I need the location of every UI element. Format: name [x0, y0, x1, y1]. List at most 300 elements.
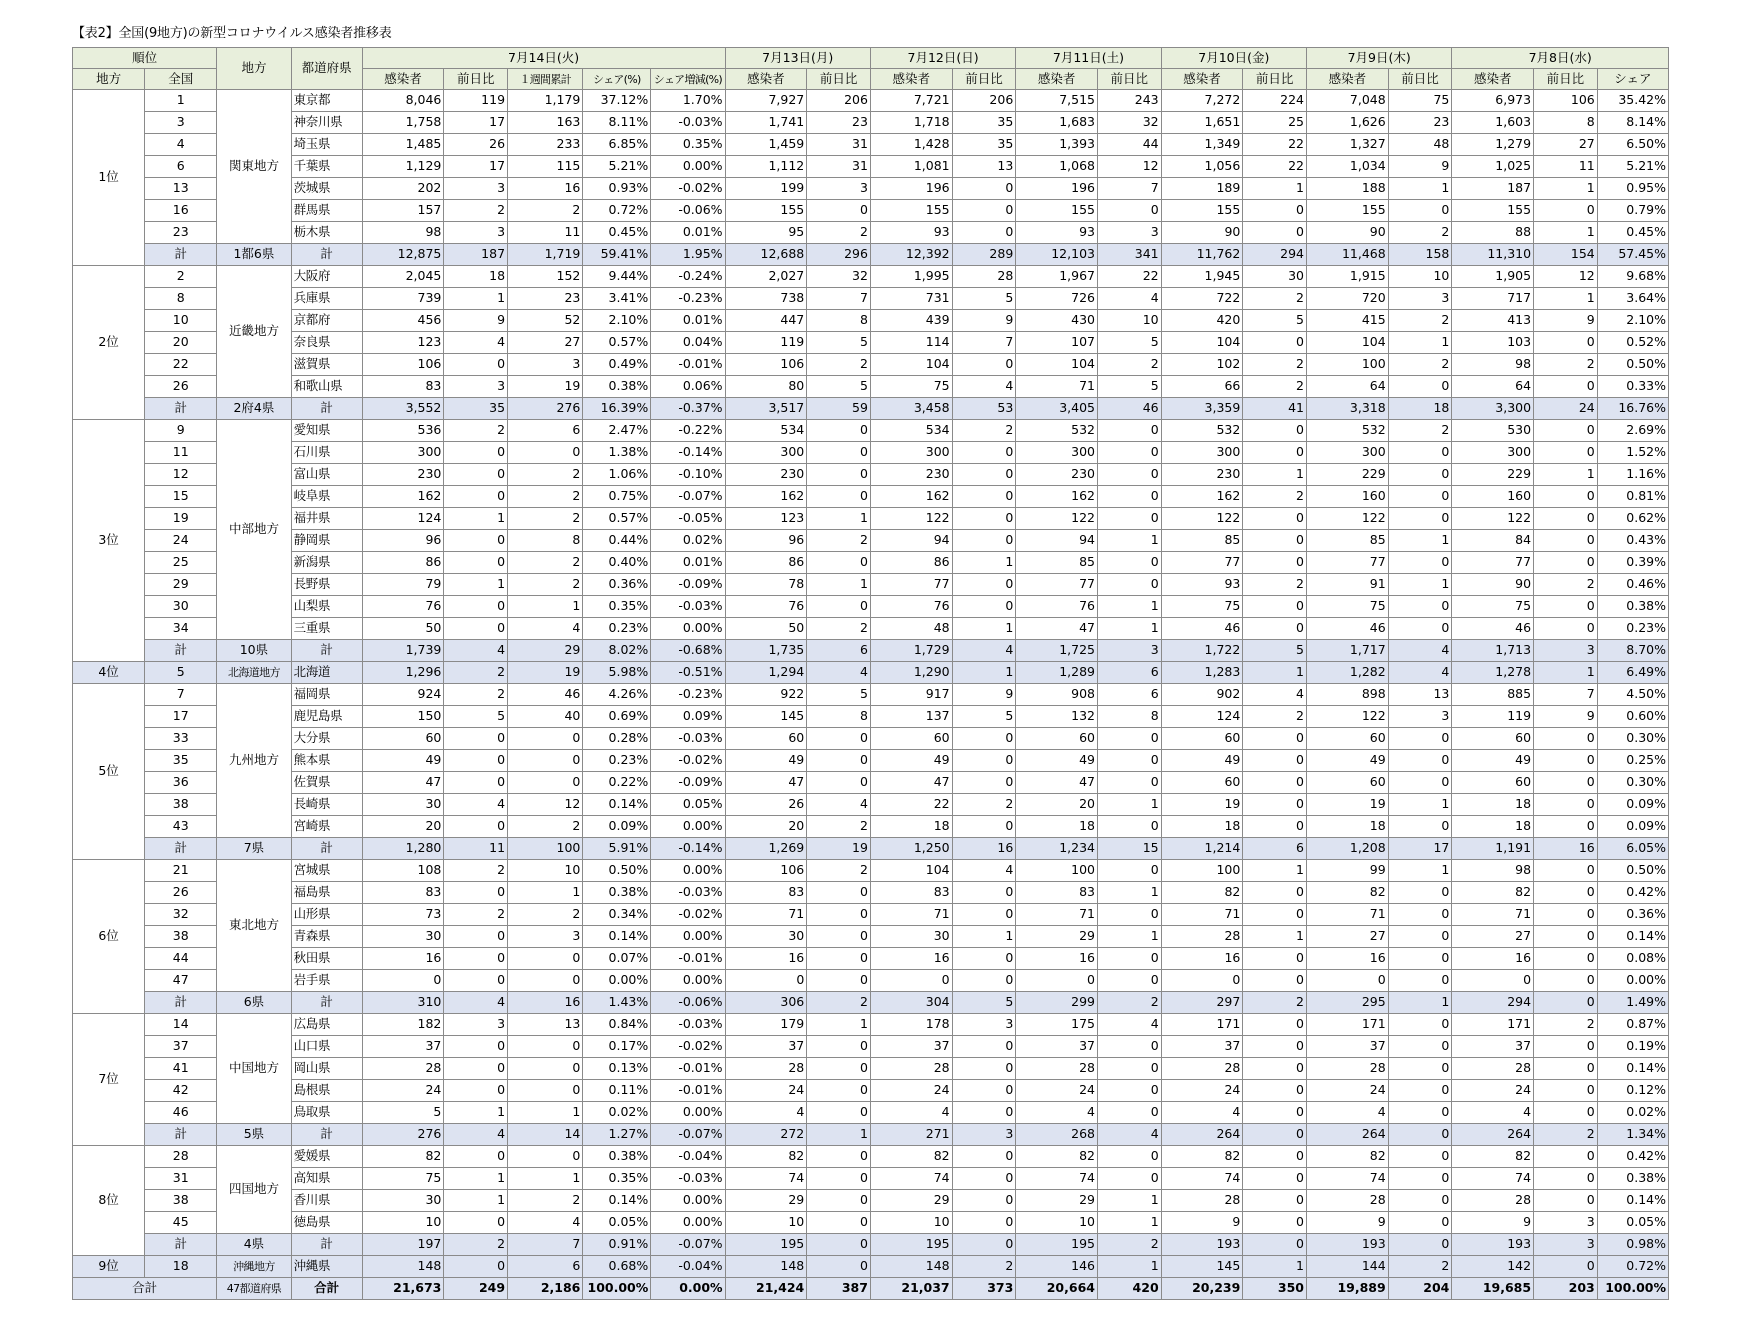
table-cell: 11,762	[1161, 244, 1243, 266]
table-cell: 28	[1307, 1190, 1389, 1212]
table-cell: 77	[1161, 552, 1243, 574]
table-cell: 0	[1243, 618, 1307, 640]
table-cell: 59.41%	[583, 244, 651, 266]
table-cell: 0.91%	[583, 1234, 651, 1256]
table-cell: 1,428	[870, 134, 952, 156]
table-cell: 49	[1452, 750, 1534, 772]
table-cell: 12	[1534, 266, 1598, 288]
table-cell: 60	[725, 728, 807, 750]
table-row	[73, 904, 1669, 926]
table-cell: 7	[508, 1234, 583, 1256]
table-row	[73, 926, 1669, 948]
table-cell: -0.02%	[651, 1036, 725, 1058]
table-cell: 10	[362, 1212, 444, 1234]
table-cell: 0	[725, 970, 807, 992]
national-rank: 1	[145, 90, 217, 112]
table-cell: 0	[807, 464, 871, 486]
table-cell: 0.38%	[583, 1146, 651, 1168]
table-cell: 83	[1016, 882, 1098, 904]
table-cell: 171	[1307, 1014, 1389, 1036]
table-cell: 0	[952, 750, 1016, 772]
table-cell: 146	[1016, 1256, 1098, 1278]
table-cell: 16	[1161, 948, 1243, 970]
table-cell: 0	[1388, 1080, 1452, 1102]
table-cell: 0.30%	[1597, 772, 1668, 794]
table-cell: -0.14%	[651, 442, 725, 464]
national-rank: 17	[145, 706, 217, 728]
national-rank: 20	[145, 332, 217, 354]
table-cell: 0.00%	[651, 1190, 725, 1212]
table-cell: 2	[1243, 354, 1307, 376]
table-cell: 71	[1016, 376, 1098, 398]
table-cell: 1,068	[1016, 156, 1098, 178]
table-cell: 0.40%	[583, 552, 651, 574]
national-rank: 25	[145, 552, 217, 574]
table-cell: 0.00%	[651, 1278, 725, 1300]
table-cell: 0	[1243, 1212, 1307, 1234]
table-cell: 94	[1016, 530, 1098, 552]
table-cell: 25	[1243, 112, 1307, 134]
national-rank: 38	[145, 926, 217, 948]
table-cell: 0.79%	[1597, 200, 1668, 222]
prefecture-name: 群馬県	[291, 200, 362, 222]
table-cell: 2.47%	[583, 420, 651, 442]
table-cell: 0	[1097, 1058, 1161, 1080]
subtotal-row	[73, 244, 1669, 266]
table-cell: 28	[952, 266, 1016, 288]
table-cell: 0	[444, 442, 508, 464]
table-cell: 0	[870, 970, 952, 992]
header-rank-nation: 全国	[145, 69, 217, 90]
header-col: 前日比	[1534, 69, 1598, 90]
table-cell: 0	[1534, 442, 1598, 464]
table-cell: 1,603	[1452, 112, 1534, 134]
table-cell: 11	[1534, 156, 1598, 178]
header-date: 7月10日(金)	[1161, 48, 1306, 69]
table-cell: 2,186	[508, 1278, 583, 1300]
prefecture-name: 広島県	[291, 1014, 362, 1036]
table-cell: 0	[1388, 750, 1452, 772]
table-cell: 0	[952, 882, 1016, 904]
table-cell: 0	[1097, 948, 1161, 970]
table-cell: 0	[952, 596, 1016, 618]
table-cell: 0	[952, 1146, 1016, 1168]
table-cell: 1	[1534, 464, 1598, 486]
table-cell: 7	[952, 332, 1016, 354]
table-cell: 66	[1161, 376, 1243, 398]
table-cell: 6.50%	[1597, 134, 1668, 156]
table-cell: 717	[1452, 288, 1534, 310]
table-cell: 35.42%	[1597, 90, 1668, 112]
table-cell: 18	[1452, 816, 1534, 838]
table-cell: 103	[1452, 332, 1534, 354]
table-cell: 11,468	[1307, 244, 1389, 266]
table-cell: 1,729	[870, 640, 952, 662]
table-cell: 0.81%	[1597, 486, 1668, 508]
table-cell: 47	[725, 772, 807, 794]
table-cell: 47	[1016, 618, 1098, 640]
table-cell: 0	[444, 618, 508, 640]
table-cell: 0.09%	[651, 706, 725, 728]
table-cell: -0.03%	[651, 882, 725, 904]
table-cell: 28	[1452, 1190, 1534, 1212]
table-cell: 0.00%	[651, 1212, 725, 1234]
table-cell: 0	[1097, 508, 1161, 530]
table-cell: 0.45%	[583, 222, 651, 244]
table-cell: 0.14%	[1597, 1058, 1668, 1080]
table-cell: -0.14%	[651, 838, 725, 860]
table-cell: 0	[444, 464, 508, 486]
table-cell: 0	[1534, 552, 1598, 574]
table-cell: 60	[870, 728, 952, 750]
table-cell: 1,739	[362, 640, 444, 662]
table-cell: 1,967	[1016, 266, 1098, 288]
table-cell: 202	[362, 178, 444, 200]
table-row	[73, 1014, 1669, 1036]
table-row	[73, 794, 1669, 816]
table-cell: 0	[444, 1146, 508, 1168]
table-cell: 0	[1243, 772, 1307, 794]
national-rank: 6	[145, 156, 217, 178]
table-cell: 9.68%	[1597, 266, 1668, 288]
national-rank: 9	[145, 420, 217, 442]
table-cell: 289	[952, 244, 1016, 266]
table-cell: 1	[952, 618, 1016, 640]
table-row	[73, 310, 1669, 332]
header-col: 前日比	[444, 69, 508, 90]
table-cell: 95	[725, 222, 807, 244]
header-col: 感染者	[1452, 69, 1534, 90]
table-cell: 0	[1243, 1234, 1307, 1256]
table-cell: 27	[508, 332, 583, 354]
national-rank: 13	[145, 178, 217, 200]
table-cell: 2	[508, 200, 583, 222]
table-cell: 295	[1307, 992, 1389, 1014]
table-cell: 300	[870, 442, 952, 464]
table-cell: 7,515	[1016, 90, 1098, 112]
table-cell: 2	[1243, 486, 1307, 508]
table-cell: 0	[1534, 332, 1598, 354]
table-cell: 13	[508, 1014, 583, 1036]
table-cell: 155	[1016, 200, 1098, 222]
table-cell: 1.49%	[1597, 992, 1668, 1014]
table-cell: 0	[952, 178, 1016, 200]
subtotal-label: 計	[145, 398, 217, 420]
subtotal-label: 計	[291, 640, 362, 662]
table-cell: 4	[444, 992, 508, 1014]
table-cell: 0	[1388, 816, 1452, 838]
table-cell: 0	[952, 486, 1016, 508]
table-cell: 304	[870, 992, 952, 1014]
table-cell: 155	[870, 200, 952, 222]
table-cell: 0.00%	[651, 156, 725, 178]
table-cell: 122	[1016, 508, 1098, 530]
table-cell: 272	[725, 1124, 807, 1146]
table-cell: 16	[870, 948, 952, 970]
table-cell: 4	[1243, 684, 1307, 706]
table-cell: 10	[1016, 1212, 1098, 1234]
subtotal-count: 2府4県	[217, 398, 291, 420]
header-rank-region: 地方	[73, 69, 145, 90]
table-cell: 898	[1307, 684, 1389, 706]
table-cell: 0	[1097, 442, 1161, 464]
table-cell: 3,359	[1161, 398, 1243, 420]
table-cell: 157	[362, 200, 444, 222]
table-cell: 17	[444, 112, 508, 134]
table-cell: 0.35%	[651, 134, 725, 156]
table-cell: -0.03%	[651, 596, 725, 618]
table-cell: 0	[1388, 1234, 1452, 1256]
table-cell: 532	[1161, 420, 1243, 442]
table-cell: 171	[1161, 1014, 1243, 1036]
table-cell: 0.17%	[583, 1036, 651, 1058]
region-rank: 5位	[73, 684, 145, 860]
subtotal-label: 計	[145, 244, 217, 266]
table-row	[73, 684, 1669, 706]
table-cell: 160	[1307, 486, 1389, 508]
table-cell: 0.43%	[1597, 530, 1668, 552]
region-rank: 7位	[73, 1014, 145, 1146]
table-cell: 4	[1388, 662, 1452, 684]
table-cell: 75	[1307, 596, 1389, 618]
table-cell: 0	[444, 1058, 508, 1080]
prefecture-name: 秋田県	[291, 948, 362, 970]
table-cell: 76	[362, 596, 444, 618]
table-cell: 79	[362, 574, 444, 596]
region-name: 九州地方	[217, 684, 291, 838]
table-cell: 24	[1016, 1080, 1098, 1102]
table-cell: 1,945	[1161, 266, 1243, 288]
table-cell: 28	[725, 1058, 807, 1080]
table-cell: 104	[1016, 354, 1098, 376]
table-cell: 1,651	[1161, 112, 1243, 134]
table-cell: 1	[1097, 1212, 1161, 1234]
table-cell: 119	[725, 332, 807, 354]
table-cell: 0	[1388, 1124, 1452, 1146]
table-cell: 1,269	[725, 838, 807, 860]
table-cell: 9	[1534, 706, 1598, 728]
table-cell: 82	[1161, 882, 1243, 904]
table-cell: 5.21%	[583, 156, 651, 178]
table-cell: 0	[1534, 376, 1598, 398]
table-row	[73, 420, 1669, 442]
table-cell: 3	[952, 1124, 1016, 1146]
table-cell: 0	[1097, 1036, 1161, 1058]
table-cell: 60	[1307, 728, 1389, 750]
table-cell: 203	[1534, 1278, 1598, 1300]
table-cell: 0	[807, 882, 871, 904]
region-rank: 1位	[73, 90, 145, 266]
table-row	[73, 1036, 1669, 1058]
table-cell: 106	[1534, 90, 1598, 112]
table-cell: 74	[1161, 1168, 1243, 1190]
table-cell: 23	[807, 112, 871, 134]
table-cell: 6	[1097, 662, 1161, 684]
table-cell: 199	[725, 178, 807, 200]
table-cell: 193	[1452, 1234, 1534, 1256]
prefecture-name: 栃木県	[291, 222, 362, 244]
table-cell: 2	[1097, 992, 1161, 1014]
table-cell: 84	[1452, 530, 1534, 552]
table-cell: 4	[508, 1212, 583, 1234]
table-cell: 1,758	[362, 112, 444, 134]
table-cell: 0	[508, 772, 583, 794]
table-cell: 19	[1161, 794, 1243, 816]
table-cell: 0	[1243, 816, 1307, 838]
table-cell: 229	[1452, 464, 1534, 486]
table-cell: 0	[952, 574, 1016, 596]
table-cell: 2	[952, 1256, 1016, 1278]
table-cell: 60	[1452, 728, 1534, 750]
table-cell: 0	[1243, 1036, 1307, 1058]
table-row	[73, 1212, 1669, 1234]
table-cell: 28	[362, 1058, 444, 1080]
table-cell: 4	[444, 640, 508, 662]
table-cell: 82	[362, 1146, 444, 1168]
table-cell: 885	[1452, 684, 1534, 706]
table-cell: 4	[870, 1102, 952, 1124]
table-cell: 0.22%	[583, 772, 651, 794]
table-cell: -0.07%	[651, 1124, 725, 1146]
table-cell: 29	[870, 1190, 952, 1212]
table-cell: 148	[870, 1256, 952, 1278]
table-cell: 37.12%	[583, 90, 651, 112]
table-cell: 1,191	[1452, 838, 1534, 860]
table-cell: 0	[1243, 222, 1307, 244]
table-cell: 0	[952, 442, 1016, 464]
table-cell: 0	[1534, 948, 1598, 970]
table-cell: 1	[444, 288, 508, 310]
table-cell: 9	[1452, 1212, 1534, 1234]
table-cell: 4	[444, 794, 508, 816]
table-cell: 82	[1307, 882, 1389, 904]
table-row	[73, 1080, 1669, 1102]
table-cell: 0	[1388, 926, 1452, 948]
table-cell: 2	[508, 552, 583, 574]
table-cell: 0	[1243, 1124, 1307, 1146]
table-cell: 0	[444, 1080, 508, 1102]
table-cell: 98	[362, 222, 444, 244]
table-cell: 193	[1161, 1234, 1243, 1256]
table-cell: 30	[725, 926, 807, 948]
table-cell: 4	[1097, 288, 1161, 310]
table-cell: 150	[362, 706, 444, 728]
table-cell: 7,272	[1161, 90, 1243, 112]
table-cell: 0	[1534, 728, 1598, 750]
table-cell: 0.62%	[1597, 508, 1668, 530]
table-cell: 0	[1097, 1102, 1161, 1124]
table-cell: 2	[1243, 574, 1307, 596]
table-cell: 0	[1243, 508, 1307, 530]
table-cell: 1.06%	[583, 464, 651, 486]
table-cell: -0.04%	[651, 1146, 725, 1168]
table-cell: 268	[1016, 1124, 1098, 1146]
table-cell: 902	[1161, 684, 1243, 706]
table-cell: 10	[870, 1212, 952, 1234]
header-col: シェア(%)	[583, 69, 651, 90]
table-cell: 447	[725, 310, 807, 332]
table-cell: 0.01%	[651, 222, 725, 244]
table-cell: 16.39%	[583, 398, 651, 420]
table-cell: 21,424	[725, 1278, 807, 1300]
table-cell: 20	[1016, 794, 1098, 816]
table-cell: 0	[1097, 1146, 1161, 1168]
national-rank: 29	[145, 574, 217, 596]
table-cell: 99	[1307, 860, 1389, 882]
table-cell: 249	[444, 1278, 508, 1300]
region-rank: 9位	[73, 1256, 145, 1278]
national-rank: 19	[145, 508, 217, 530]
table-cell: 1,129	[362, 156, 444, 178]
header-col: 感染者	[1161, 69, 1243, 90]
table-cell: 6.05%	[1597, 838, 1668, 860]
table-cell: 1	[1243, 860, 1307, 882]
table-cell: 9	[444, 310, 508, 332]
table-cell: 82	[1016, 1146, 1098, 1168]
header-date: 7月9日(木)	[1307, 48, 1452, 69]
table-cell: 2,027	[725, 266, 807, 288]
table-row	[73, 728, 1669, 750]
table-cell: 1,234	[1016, 838, 1098, 860]
table-cell: 46	[1307, 618, 1389, 640]
table-cell: 1,719	[508, 244, 583, 266]
table-cell: 0	[1097, 552, 1161, 574]
table-cell: 0	[952, 1168, 1016, 1190]
national-rank: 15	[145, 486, 217, 508]
national-rank: 4	[145, 134, 217, 156]
table-cell: 4	[444, 1124, 508, 1146]
table-cell: 82	[1452, 882, 1534, 904]
region-name: 沖縄地方	[217, 1256, 291, 1278]
table-cell: 44	[1097, 134, 1161, 156]
table-cell: 82	[725, 1146, 807, 1168]
table-row	[73, 288, 1669, 310]
table-cell: 4	[508, 618, 583, 640]
table-cell: 19,889	[1307, 1278, 1389, 1300]
table-cell: 74	[1452, 1168, 1534, 1190]
table-cell: 3	[508, 354, 583, 376]
table-cell: 0	[952, 508, 1016, 530]
table-cell: -0.10%	[651, 464, 725, 486]
table-cell: 0	[508, 948, 583, 970]
table-cell: 0	[1243, 596, 1307, 618]
table-cell: 0	[1534, 200, 1598, 222]
table-cell: 276	[362, 1124, 444, 1146]
table-cell: 1	[807, 1124, 871, 1146]
table-cell: 86	[870, 552, 952, 574]
table-cell: 98	[1452, 354, 1534, 376]
header-col: １週間累計	[508, 69, 583, 90]
table-cell: 8.02%	[583, 640, 651, 662]
table-cell: 12,875	[362, 244, 444, 266]
table-cell: 0	[1243, 1080, 1307, 1102]
table-cell: 11	[508, 222, 583, 244]
table-cell: 197	[362, 1234, 444, 1256]
table-cell: 88	[1452, 222, 1534, 244]
table-cell: 0.23%	[583, 750, 651, 772]
national-rank: 18	[145, 1256, 217, 1278]
table-cell: 12,103	[1016, 244, 1098, 266]
table-cell: 16	[1534, 838, 1598, 860]
page-title: 【表2】全国(9地方)の新型コロナウイルス感染者推移表	[72, 26, 392, 41]
table-cell: 3	[1534, 640, 1598, 662]
table-cell: 0	[1097, 1168, 1161, 1190]
table-cell: 60	[1452, 772, 1534, 794]
table-cell: 0	[952, 464, 1016, 486]
table-cell: 413	[1452, 310, 1534, 332]
table-cell: 48	[1388, 134, 1452, 156]
prefecture-name: 佐賀県	[291, 772, 362, 794]
